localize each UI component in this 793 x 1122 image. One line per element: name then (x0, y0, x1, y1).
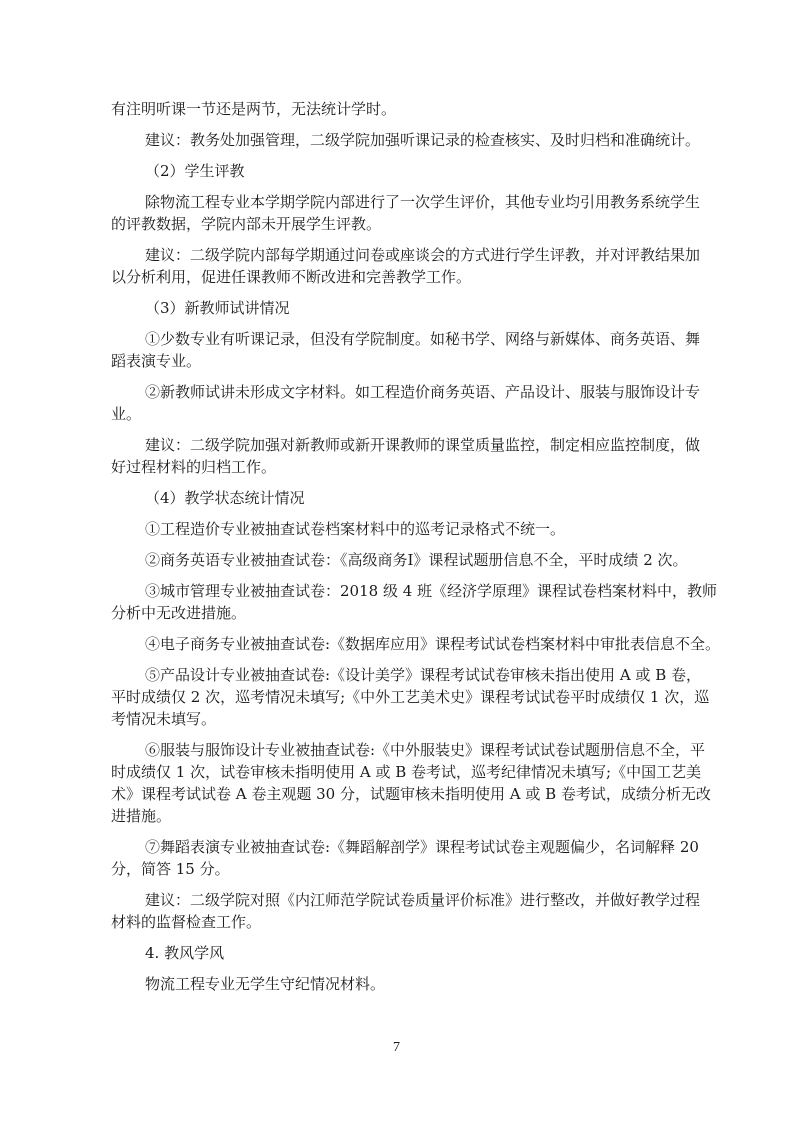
text-line: ⑤产品设计专业被抽查试卷:《设计美学》课程考试试卷审核未指出使用 A 或 B 卷， (145, 666, 701, 684)
paragraph (111, 328, 701, 372)
text-line: 建议：教务处加强管理，二级学院加强听课记录的检查核实、及时归档和准确统计。 (145, 131, 701, 149)
text-line: （2）学生评教 (145, 162, 245, 180)
text-line: ①工程造价专业被抽查试卷档案材料中的巡考记录格式不统一。 (145, 520, 566, 538)
text-line: （4）教学状态统计情况 (145, 489, 305, 507)
text-line: 好过程材料的归档工作。 (111, 458, 277, 476)
text-line: 材料的监督检查工作。 (111, 913, 262, 931)
text-line: ②新教师试讲未形成文字材料。如工程造价商务英语、产品设计、服装与服饰设计专 (145, 383, 701, 401)
paragraph (111, 129, 701, 151)
paragraph (111, 160, 683, 182)
paragraph (111, 297, 683, 319)
text-line: ④电子商务专业被抽查试卷:《数据库应用》课程考试试卷档案材料中审批表信息不全。 (145, 635, 721, 653)
document-body (111, 98, 721, 1004)
paragraph (111, 434, 701, 478)
text-line: 平时成绩仅 2 次，巡考情况未填写;《中外工艺美术史》课程考试试卷平时成绩仅 1 次，巡 (111, 688, 710, 706)
paragraph (111, 664, 710, 730)
paragraph (111, 580, 718, 624)
text-line: 有注明听课一节还是两节，无法统计学时。 (111, 100, 397, 118)
text-line: ③城市管理专业被抽查试卷：2018 级 4 班《经济学原理》课程试卷档案材料中，教师 (145, 582, 718, 600)
text-line: 考情况未填写。 (111, 710, 217, 728)
paragraph (111, 98, 683, 120)
text-line: 分析中无改进措施。 (111, 604, 247, 622)
paragraph (111, 518, 683, 540)
text-line: 分，简答 15 分。 (111, 860, 230, 878)
text-line: 的评教数据，学院内部未开展学生评教。 (111, 215, 382, 233)
text-line: 建议：二级学院对照《内江师范学院试卷质量评价标准》进行整改，并做好教学过程 (145, 891, 701, 909)
text-line: 除物流工程专业本学期学院内部进行了一次学生评价，其他专业均引用教务系统学生 (145, 193, 701, 211)
paragraph (111, 381, 701, 425)
text-line: 以分析利用，促进任课教师不断改进和完善教学工作。 (111, 268, 472, 286)
paragraph (111, 191, 701, 235)
text-line: ⑥服装与服饰设计专业被抽查试卷:《中外服装史》课程考试试卷试题册信息不全，平 (145, 741, 706, 759)
text-line: 建议：二级学院内部每学期通过问卷或座谈会的方式进行学生评教，并对评教结果加 (145, 246, 701, 264)
paragraph (111, 836, 699, 880)
paragraph (111, 942, 683, 964)
text-line: ②商务英语专业被抽查试卷：《高级商务Ⅰ》课程试题册信息不全，平时成绩 2 次。 (145, 551, 688, 569)
paragraph (111, 487, 683, 509)
text-line: 4. 教风学风 (145, 944, 225, 962)
paragraph (111, 973, 683, 995)
text-line: 业。 (111, 405, 142, 423)
paragraph (111, 633, 721, 655)
paragraph (111, 549, 688, 571)
paragraph (111, 889, 701, 933)
page-number: 7 (393, 1040, 400, 1055)
text-line: 术》课程考试试卷 A 卷主观题 30 分，试题审核未指明使用 A 或 B 卷考试，成绩分析无改 (111, 785, 711, 803)
text-line: 进措施。 (111, 807, 172, 825)
text-line: ①少数专业有听课记录，但没有学院制度。如秘书学、网络与新媒体、商务英语、舞 (145, 330, 701, 348)
text-line: 物流工程专业无学生守纪情况材料。 (145, 975, 386, 993)
text-line: 时成绩仅 1 次，试卷审核未指明使用 A 或 B 卷考试，巡考纪律情况未填写;《中国工艺美 (111, 763, 702, 781)
text-line: 蹈表演专业。 (111, 352, 202, 370)
text-line: ⑦舞蹈表演专业被抽查试卷:《舞蹈解剖学》课程考试试卷主观题偏少，名词解释 20 (145, 838, 699, 856)
paragraph (111, 244, 701, 288)
text-line: 建议：二级学院加强对新教师或新开课教师的课堂质量监控，制定相应监控制度，做 (145, 436, 701, 454)
text-line: （3）新教师试讲情况 (145, 299, 290, 317)
paragraph (111, 739, 711, 827)
